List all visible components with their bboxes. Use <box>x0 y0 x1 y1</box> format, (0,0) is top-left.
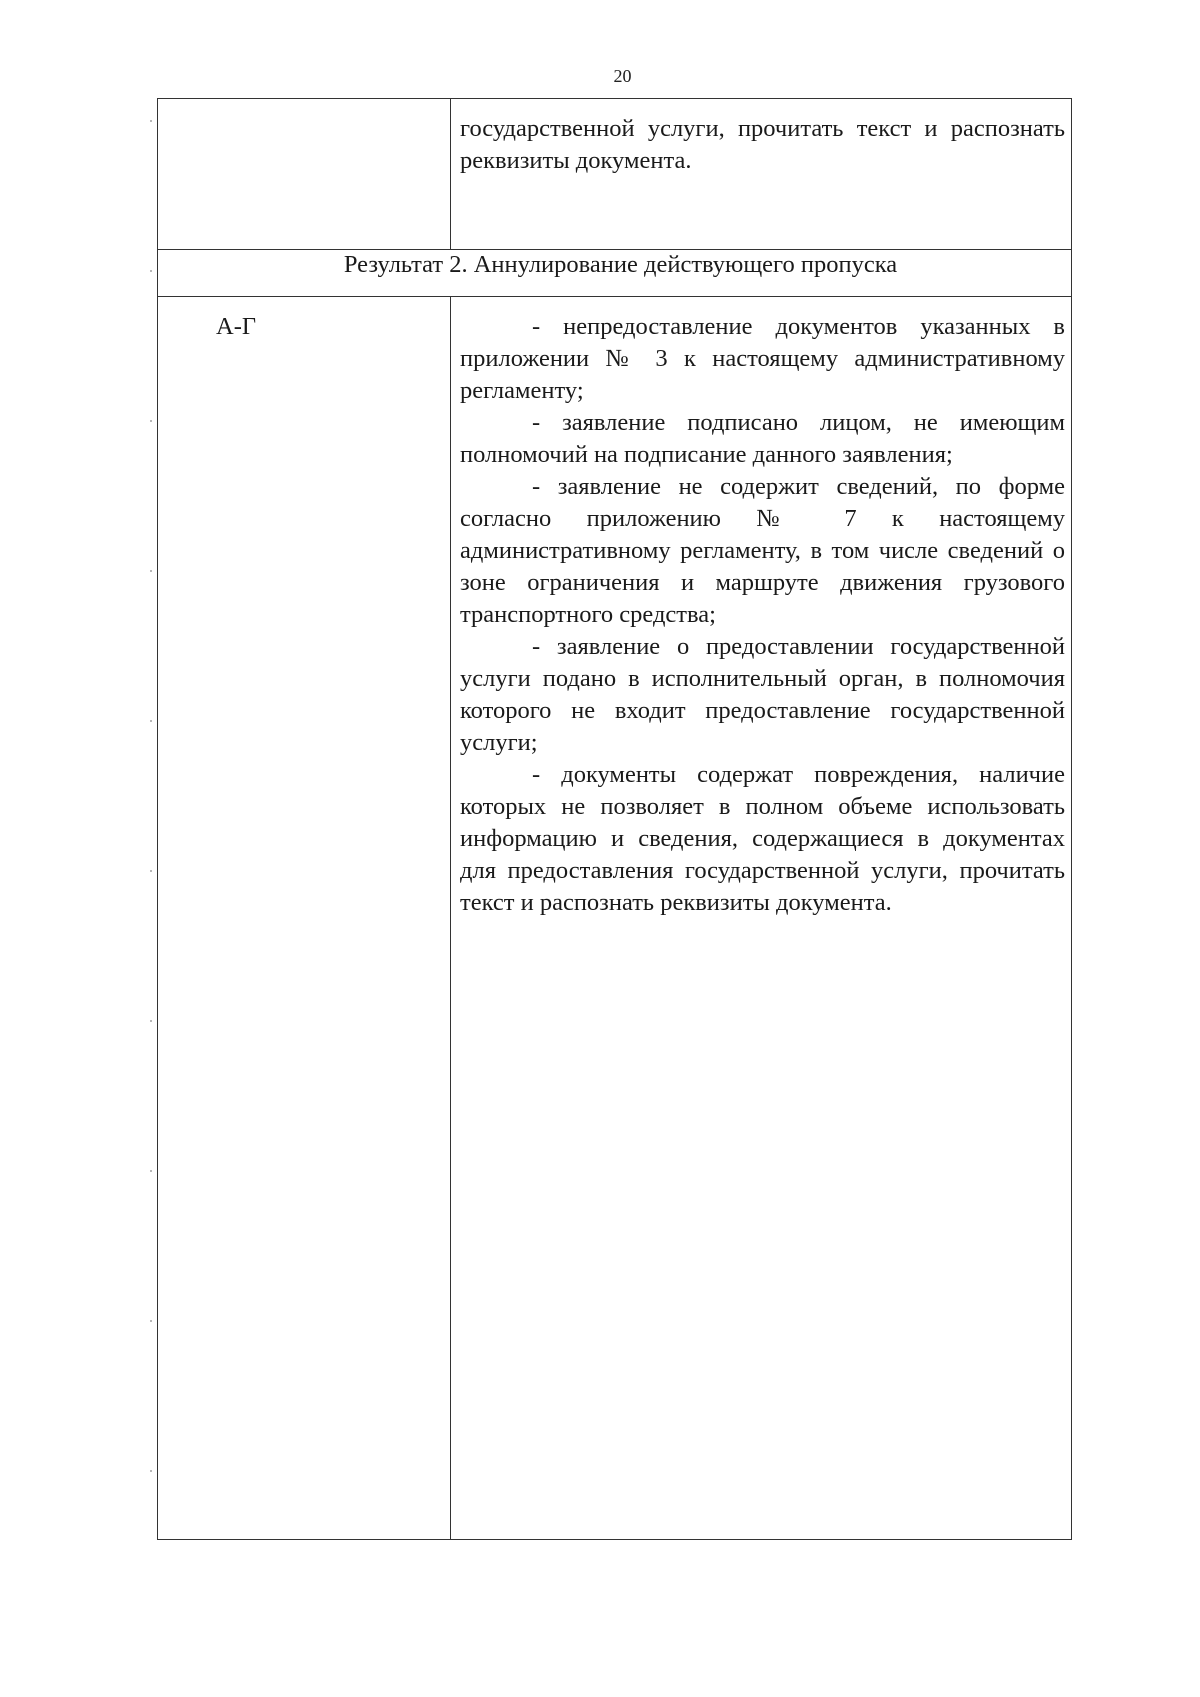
table-row <box>158 297 1072 1540</box>
result-header-row <box>158 250 1072 297</box>
result-header-cell <box>158 250 1072 297</box>
table-cell-right <box>451 99 1072 250</box>
list-item: - заявление о предоставлении государственной услуги подано в исполнительный орган, в полномочия которого не входит предоставление государственной услуги; <box>460 633 1065 756</box>
code-label: А-Г <box>216 313 257 340</box>
list-item: - заявление подписано лицом, не имеющим полномочий на подписание данного заявления; <box>460 409 1065 468</box>
list-item: - непредоставление документов указанных в приложении № 3 к настоящему административному регламенту; <box>460 313 1065 404</box>
result-title: Результат 2. Аннулирование действующего пропуска <box>343 251 898 278</box>
top-left-text <box>158 99 450 113</box>
table-row <box>158 99 1072 250</box>
list-item: - заявление не содержит сведений, по форме согласно приложению № 7 к настоящему административному регламенту, в том числе сведений о зоне ограничения и маршруте движения грузового транспортного средства; <box>460 473 1065 628</box>
table-cell-left <box>158 99 451 250</box>
page-number: 20 <box>613 66 632 86</box>
top-right-text: государственной услуги, прочитать текст и распознать реквизиты документа. <box>460 115 1065 174</box>
table-cell-left <box>158 297 451 1540</box>
binding-margin-marks <box>150 120 152 1540</box>
list-item: - документы содержат повреждения, наличие которых не позволяет в полном объеме использовать информацию и сведения, содержащиеся в документах для предоставления государственной услуги, прочитать текст и распознать реквизиты документа. <box>460 761 1065 916</box>
table-cell-right <box>451 297 1072 1540</box>
grounds-list <box>451 297 1071 919</box>
regulation-table <box>157 98 1072 1540</box>
